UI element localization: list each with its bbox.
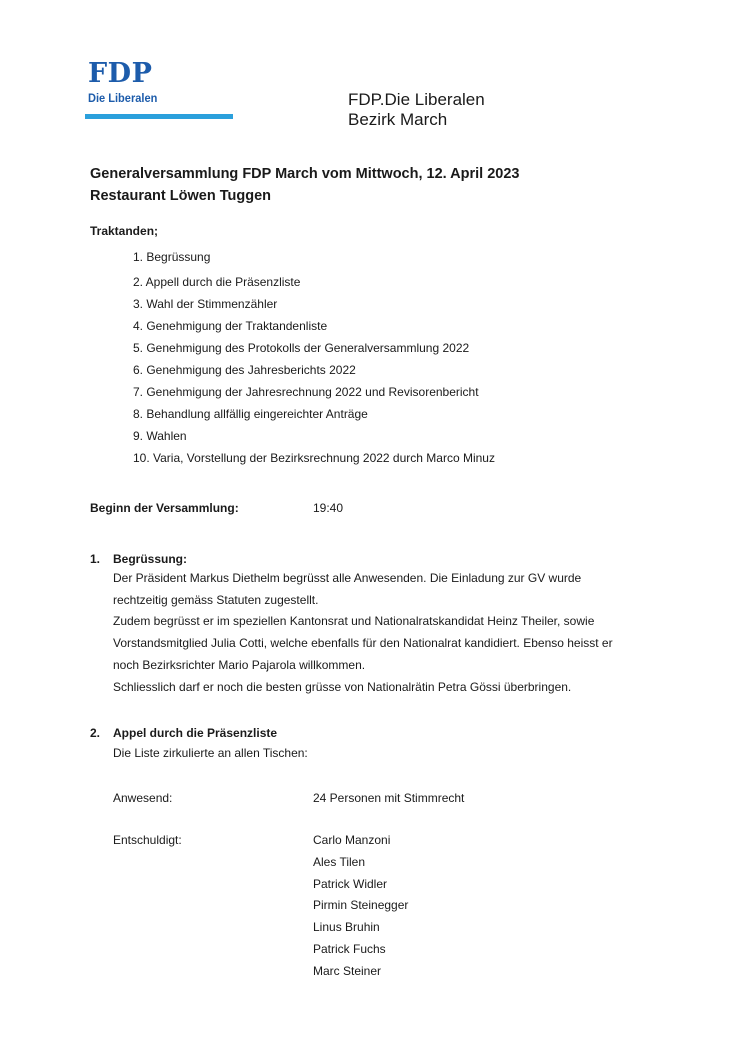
title-line-2: Restaurant Löwen Tuggen bbox=[90, 188, 271, 204]
present-label: Anwesend: bbox=[113, 791, 173, 805]
agenda-item: 5. Genehmigung des Protokolls der Generalversammlung 2022 bbox=[133, 341, 470, 355]
section-1-number: 1. bbox=[90, 552, 101, 566]
excused-name: Linus Bruhin bbox=[313, 920, 380, 935]
logo-mark: FDP bbox=[88, 58, 153, 89]
org-name: FDP.Die Liberalen bbox=[348, 90, 485, 109]
excused-name: Patrick Widler bbox=[313, 876, 388, 891]
section-2-intro: Die Liste zirkulierte an allen Tischen: bbox=[113, 746, 308, 760]
section-1-title: Begrüssung: bbox=[113, 552, 188, 566]
excused-list bbox=[313, 830, 408, 983]
agenda-item: 8. Behandlung allfällig eingereichter Anträge bbox=[133, 407, 368, 421]
fdp-logo bbox=[88, 60, 234, 105]
section-2-title: Appel durch die Präsenzliste bbox=[113, 726, 278, 740]
excused-name: Patrick Fuchs bbox=[313, 941, 386, 956]
section-2-number: 2. bbox=[90, 726, 101, 740]
paragraph-line: Schliesslich darf er noch die besten grüsse von Nationalrätin Petra Gössi überbringen. bbox=[113, 679, 572, 694]
paragraph-line: noch Bezirksrichter Mario Pajarola willkommen. bbox=[113, 657, 366, 672]
excused-name: Ales Tilen bbox=[313, 854, 366, 869]
document-title bbox=[90, 163, 520, 207]
agenda-item: 10. Varia, Vorstellung der Bezirksrechnung 2022 durch Marco Minuz bbox=[133, 451, 495, 465]
agenda-item: 4. Genehmigung der Traktandenliste bbox=[133, 319, 328, 333]
agenda-item: 6. Genehmigung des Jahresberichts 2022 bbox=[133, 363, 356, 377]
excused-name: Pirmin Steinegger bbox=[313, 898, 409, 913]
logo-underline bbox=[85, 114, 233, 119]
start-time: 19:40 bbox=[313, 501, 344, 515]
present-value: 24 Personen mit Stimmrecht bbox=[313, 791, 465, 805]
excused-name: Carlo Manzoni bbox=[313, 833, 391, 847]
logo-tagline: Die Liberalen bbox=[88, 91, 158, 105]
excused-name: Marc Steiner bbox=[313, 963, 382, 978]
excused-label: Entschuldigt: bbox=[113, 833, 182, 847]
agenda-item: 1. Begrüssung bbox=[133, 250, 211, 264]
agenda-heading: Traktanden; bbox=[90, 224, 159, 238]
agenda-item: 2. Appell durch die Präsenzliste bbox=[133, 275, 301, 289]
agenda-list bbox=[133, 248, 495, 471]
paragraph-line: rechtzeitig gemäss Statuten zugestellt. bbox=[113, 592, 319, 607]
organization-header bbox=[348, 90, 485, 130]
paragraph-line: Der Präsident Markus Diethelm begrüsst alle Anwesenden. Die Einladung zur GV wurde bbox=[113, 571, 582, 585]
agenda-item: 3. Wahl der Stimmenzähler bbox=[133, 297, 278, 311]
start-label: Beginn der Versammlung: bbox=[90, 501, 239, 515]
section-1-body bbox=[113, 568, 673, 698]
org-district: Bezirk March bbox=[348, 110, 448, 129]
title-line-1: Generalversammlung FDP March vom Mittwoch, 12. April 2023 bbox=[90, 166, 520, 182]
agenda-item: 9. Wahlen bbox=[133, 429, 187, 443]
agenda-item: 7. Genehmigung der Jahresrechnung 2022 und Revisorenbericht bbox=[133, 385, 479, 399]
paragraph-line: Vorstandsmitglied Julia Cotti, welche ebenfalls für den Nationalrat kandidiert. Ebenso heisst er bbox=[113, 636, 613, 651]
paragraph-line: Zudem begrüsst er im speziellen Kantonsrat und Nationalratskandidat Heinz Theiler, sowie bbox=[113, 614, 595, 629]
